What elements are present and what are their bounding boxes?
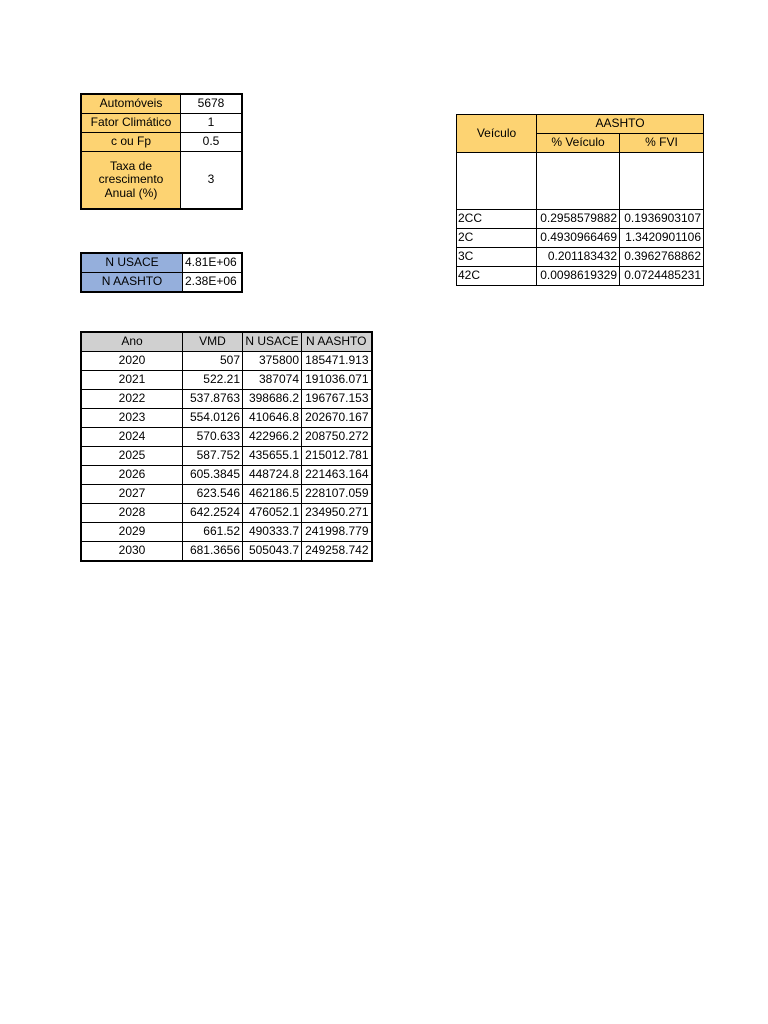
table-row bbox=[81, 523, 372, 542]
year-cell: 2020 bbox=[81, 352, 183, 371]
table-row bbox=[81, 409, 372, 428]
value-cell: 681.3656 bbox=[183, 542, 243, 562]
value-cell: 554.0126 bbox=[183, 409, 243, 428]
blank-cell bbox=[457, 153, 537, 210]
value-cell: 228107.059 bbox=[302, 485, 372, 504]
blank-cell bbox=[620, 153, 704, 210]
vehicle-cell: 3C bbox=[457, 248, 537, 267]
value-cell: 462186.5 bbox=[243, 485, 302, 504]
vehicle-cell: 2C bbox=[457, 229, 537, 248]
value-cell: 623.546 bbox=[183, 485, 243, 504]
table-row bbox=[81, 485, 372, 504]
param-value: 5678 bbox=[181, 94, 243, 114]
aashto-table bbox=[456, 114, 704, 286]
value-cell: 375800 bbox=[243, 352, 302, 371]
result-value: 2.38E+06 bbox=[183, 273, 243, 293]
param-row bbox=[81, 114, 242, 133]
projection-table bbox=[80, 331, 373, 562]
aashto-header-row bbox=[457, 115, 704, 134]
projection-header-row bbox=[81, 332, 372, 352]
year-cell: 2022 bbox=[81, 390, 183, 409]
value-cell: 208750.272 bbox=[302, 428, 372, 447]
table-row bbox=[457, 248, 704, 267]
value-cell: 202670.167 bbox=[302, 409, 372, 428]
value-cell: 661.52 bbox=[183, 523, 243, 542]
value-cell: 387074 bbox=[243, 371, 302, 390]
value-cell: 570.633 bbox=[183, 428, 243, 447]
param-value: 3 bbox=[181, 152, 243, 210]
value-cell: 249258.742 bbox=[302, 542, 372, 562]
value-cell: 410646.8 bbox=[243, 409, 302, 428]
value-cell: 191036.071 bbox=[302, 371, 372, 390]
table-row bbox=[81, 428, 372, 447]
vehicle-cell: 2CC bbox=[457, 210, 537, 229]
result-row bbox=[81, 253, 242, 273]
value-cell: 0.2958579882 bbox=[537, 210, 620, 229]
param-row bbox=[81, 152, 242, 210]
value-cell: 490333.7 bbox=[243, 523, 302, 542]
year-cell: 2024 bbox=[81, 428, 183, 447]
results-table bbox=[80, 252, 243, 293]
value-cell: 185471.913 bbox=[302, 352, 372, 371]
value-cell: 448724.8 bbox=[243, 466, 302, 485]
value-cell: 221463.164 bbox=[302, 466, 372, 485]
value-cell: 398686.2 bbox=[243, 390, 302, 409]
value-cell: 234950.271 bbox=[302, 504, 372, 523]
value-cell: 0.0724485231 bbox=[620, 267, 704, 286]
year-cell: 2026 bbox=[81, 466, 183, 485]
value-cell: 476052.1 bbox=[243, 504, 302, 523]
blank-cell bbox=[537, 153, 620, 210]
column-header: VMD bbox=[183, 332, 243, 352]
column-header: Ano bbox=[81, 332, 183, 352]
param-label: Taxa de crescimento Anual (%) bbox=[81, 152, 181, 210]
table-row bbox=[81, 466, 372, 485]
param-row bbox=[81, 133, 242, 152]
value-cell: 0.201183432 bbox=[537, 248, 620, 267]
value-cell: 422966.2 bbox=[243, 428, 302, 447]
aashto-group-header: AASHTO bbox=[537, 115, 704, 134]
table-row bbox=[81, 352, 372, 371]
year-cell: 2030 bbox=[81, 542, 183, 562]
year-cell: 2029 bbox=[81, 523, 183, 542]
value-cell: 0.4930966469 bbox=[537, 229, 620, 248]
year-cell: 2021 bbox=[81, 371, 183, 390]
value-cell: 505043.7 bbox=[243, 542, 302, 562]
vehicle-cell: 42C bbox=[457, 267, 537, 286]
year-cell: 2025 bbox=[81, 447, 183, 466]
value-cell: 215012.781 bbox=[302, 447, 372, 466]
value-cell: 0.0098619329 bbox=[537, 267, 620, 286]
column-header: N AASHTO bbox=[302, 332, 372, 352]
table-row bbox=[81, 542, 372, 562]
value-cell: 0.1936903107 bbox=[620, 210, 704, 229]
param-value: 1 bbox=[181, 114, 243, 133]
value-cell: 522.21 bbox=[183, 371, 243, 390]
value-cell: 605.3845 bbox=[183, 466, 243, 485]
table-row bbox=[81, 504, 372, 523]
column-header: N USACE bbox=[243, 332, 302, 352]
table-row bbox=[81, 371, 372, 390]
pct-fvi-header: % FVI bbox=[620, 134, 704, 153]
value-cell: 642.2524 bbox=[183, 504, 243, 523]
result-row bbox=[81, 273, 242, 293]
veiculo-header: Veículo bbox=[457, 115, 537, 153]
result-label: N AASHTO bbox=[81, 273, 183, 293]
value-cell: 1.3420901106 bbox=[620, 229, 704, 248]
table-row bbox=[457, 267, 704, 286]
table-row bbox=[81, 447, 372, 466]
param-row bbox=[81, 94, 242, 114]
value-cell: 435655.1 bbox=[243, 447, 302, 466]
value-cell: 507 bbox=[183, 352, 243, 371]
value-cell: 0.3962768862 bbox=[620, 248, 704, 267]
param-value: 0.5 bbox=[181, 133, 243, 152]
pct-veiculo-header: % Veículo bbox=[537, 134, 620, 153]
parameters-table bbox=[80, 93, 243, 210]
result-label: N USACE bbox=[81, 253, 183, 273]
value-cell: 587.752 bbox=[183, 447, 243, 466]
value-cell: 196767.153 bbox=[302, 390, 372, 409]
table-row bbox=[81, 390, 372, 409]
param-label: Automóveis bbox=[81, 94, 181, 114]
value-cell: 537.8763 bbox=[183, 390, 243, 409]
param-label: c ou Fp bbox=[81, 133, 181, 152]
table-row bbox=[457, 210, 704, 229]
year-cell: 2023 bbox=[81, 409, 183, 428]
year-cell: 2028 bbox=[81, 504, 183, 523]
value-cell: 241998.779 bbox=[302, 523, 372, 542]
result-value: 4.81E+06 bbox=[183, 253, 243, 273]
year-cell: 2027 bbox=[81, 485, 183, 504]
param-label: Fator Climático bbox=[81, 114, 181, 133]
blank-row bbox=[457, 153, 704, 210]
table-row bbox=[457, 229, 704, 248]
